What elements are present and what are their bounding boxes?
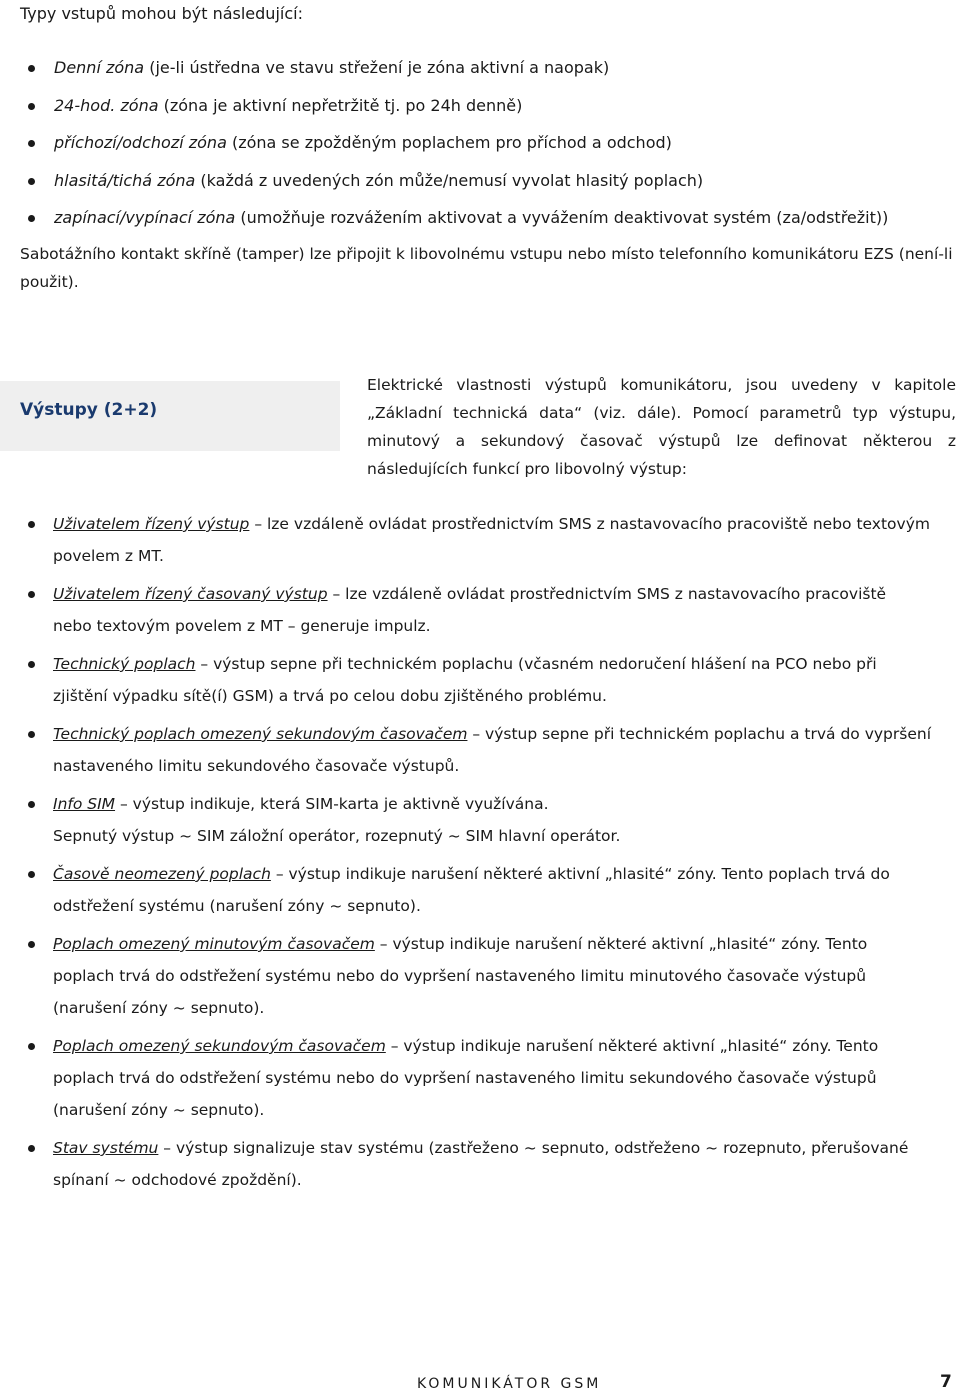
output-term: Technický poplach omezený sekundovým časovačem — [53, 725, 468, 743]
zone-term: Denní zóna — [54, 58, 145, 77]
output-term: Stav systému — [53, 1139, 159, 1157]
output-term: Technický poplach — [53, 655, 196, 673]
bullet-icon — [28, 103, 35, 110]
zone-description: (každá z uvedených zón může/nemusí vyvolat hlasitý poplach) — [195, 170, 704, 190]
output-term: Uživatelem řízený výstup — [53, 515, 250, 533]
output-term: Časově neomezený poplach — [53, 865, 271, 883]
output-description: – lze vzdáleně ovládat prostřednictvím SMS z nastavovacího pracoviště nebo textovým povelem z MT – generuje impulz. — [53, 585, 887, 635]
bullet-icon — [28, 731, 35, 738]
bullet-icon — [28, 941, 35, 948]
zone-term: hlasitá/tichá zóna — [54, 170, 196, 190]
output-term: Poplach omezený minutovým časovačem — [53, 935, 375, 953]
output-description: – výstup indikuje narušení některé aktivní „hlasité“ zóny. Tento poplach trvá do odstřežení systému nebo do vypršení nastaveného limitu sekundového časovače výstupů (narušení zóny ~ sepnuto). — [53, 1037, 879, 1119]
zone-term: zapínací/vypínací zóna — [54, 208, 236, 227]
list-item — [0, 113, 960, 151]
zone-description: (zóna je aktivní nepřetržitě tj. po 24h denně) — [158, 95, 523, 115]
output-term: Poplach omezený sekundovým časovačem — [53, 1037, 386, 1055]
output-description: – výstup sepne při technickém poplachu (včasném nedoručení hlášení na PCO nebo při zjištění výpadku sítě(í) GSM) a trvá po celou dobu zjištěného problému. — [53, 655, 877, 705]
bullet-icon — [28, 140, 35, 147]
output-note: Sepnutý výstup ~ SIM záložní operátor, rozepnutý ~ SIM hlavní operátor. — [53, 827, 621, 845]
sabotage-paragraph: Sabotážního kontakt skříně (tamper) lze připojit k libovolnému vstupu nebo místo telefonního komunikátoru EZS (není-li použit). — [20, 245, 953, 291]
zone-description: (je-li ústředna ve stavu střežení je zóna aktivní a naopak) — [144, 58, 610, 77]
zone-term: příchozí/odchozí zóna — [54, 133, 227, 152]
zone-description: (umožňuje rozvážením aktivovat a vyvážením deaktivovat systém (za/odstřežit)) — [235, 208, 889, 227]
output-description: – výstup indikuje, která SIM-karta je aktivně využívána. — [115, 795, 549, 813]
bullet-icon — [28, 591, 35, 598]
bullet-icon — [28, 1043, 35, 1050]
output-description: – výstup sepne při technickém poplachu a trvá do vypršení nastaveného limitu sekundového časovače výstupů. — [53, 725, 932, 775]
output-description: – výstup signalizuje stav systému (zastřeženo ~ sepnuto, odstřeženo ~ rozepnuto, přerušované spínaní ~ odchodové zpoždění). — [53, 1139, 909, 1189]
section-title: Výstupy (2+2) — [20, 400, 158, 420]
list-item — [0, 188, 960, 226]
list-item — [0, 76, 960, 114]
bullet-icon — [28, 661, 35, 668]
list-item — [0, 151, 960, 189]
output-term: Info SIM — [53, 795, 116, 813]
bullet-icon — [28, 215, 35, 222]
bullet-icon — [28, 1145, 35, 1152]
output-description: – výstup indikuje narušení některé aktivní „hlasité“ zóny. Tento poplach trvá do odstřežení systému (narušení zóny ~ sepnuto). — [53, 865, 890, 915]
zone-description: (zóna se zpožděným poplachem pro příchod a odchod) — [226, 133, 672, 152]
list-item — [0, 38, 960, 76]
output-term: Uživatelem řízený časovaný výstup — [53, 585, 328, 603]
output-description: – lze vzdáleně ovládat prostřednictvím SMS z nastavovacího pracoviště nebo textovým povelem z MT. — [53, 515, 930, 565]
footer-label: KOMUNIKÁTOR GSM — [417, 1376, 602, 1392]
bullet-icon — [28, 871, 35, 878]
zone-type-list — [0, 38, 960, 226]
zone-term: 24-hod. zóna — [54, 95, 159, 115]
page-number: 7 — [940, 1372, 952, 1392]
output-description: – výstup indikuje narušení některé aktivní „hlasité“ zóny. Tento poplach trvá do odstřežení systému nebo do vypršení nastaveného limitu minutového časovače výstupů (narušení zóny ~ sepnuto). — [53, 935, 868, 1017]
bullet-icon — [28, 801, 35, 808]
bullet-icon — [28, 65, 35, 72]
intro-text: Typy vstupů mohou být následující: — [20, 4, 303, 23]
bullet-icon — [28, 178, 35, 185]
bullet-icon — [28, 521, 35, 528]
section-description: Elektrické vlastnosti výstupů komunikátoru, jsou uvedeny v kapitole „Základní technická data“ (viz. dále). Pomocí parametrů typ výstupu, minutový a sekundový časovač výstupů lze definovat některou z následujících funkcí pro libovolný výstup: — [367, 376, 956, 478]
